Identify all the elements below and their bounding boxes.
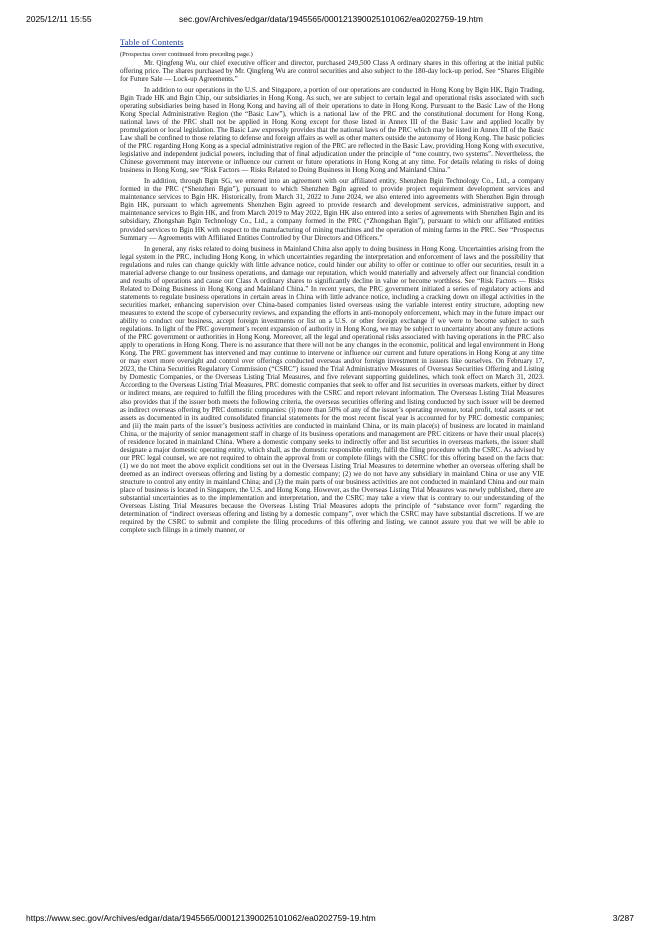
print-datetime: 2025/12/11 15:55: [26, 14, 92, 24]
paragraph-prc-risks: In general, any risks related to doing business in Mainland China also apply to doing business in Hong Kong. Uncertainties arising from the legal system in the PRC, including Hong Kong, in which uncertainties regarding the interpretation and enforcement of laws and the possibility that regulations and rules can change quickly with little advance notice, could hinder our ability to offer or continue to offer our securities, result in a material adverse change to our business operations, and damage our reputation, which would materially and adversely affect our financial condition and results of operations and cause our Class A ordinary shares to significantly decline in value or become worthless. See “Risk Factors — Risks Related to Doing Business in Hong Kong and Mainland China.” In recent years, the PRC government initiated a series of regulatory actions and statements to regulate business operations in certain areas in China with little advance notice, including a cracking down on illegal activities in the securities market, enhancing supervision over China-based companies listed overseas using the variable interest entity structure, adopting new measures to extend the scope of cybersecurity reviews, and expanding the efforts in anti-monopoly enforcement, which may in the future impact our ability to conduct our business, accept foreign investments or list on a U.S. or other foreign exchange if we were to become subject to such regulations. In light of the PRC government’s recent expansion of authority in Hong Kong, we may be subject to uncertainty about any future actions of the PRC government or authorities in Hong Kong. Moreover, all the legal and operational risks associated with having operations in the PRC also apply to operations in Hong Kong. There is no assurance that there will not be any changes in the economic, political and legal environment in Hong Kong. The PRC government has intervened and may continue to intervene or influence our current and future operations in Hong Kong at any time or may exert more oversight and control over offerings conducted overseas and/or foreign investment in issuers like ourselves. On February 17, 2023, the China Securities Regulatory Commission (“CSRC”) issued the Trial Administrative Measures of Overseas Securities Offering and Listing by Domestic Companies, or the Overseas Listing Trial Measures, and five relevant supporting guidelines, which took effect on March 31, 2023. According to the Overseas Listing Trial Measures, PRC domestic companies that seek to offer and list securities in overseas markets, either by direct or indirect means, are required to fulfill the filing procedures with the CSRC and report relevant information. The Overseas Listing Trial Measures also provides that if the issuer both meets the following criteria, the overseas securities offering and listing conducted by such issuer will be deemed as indirect overseas offering by PRC domestic companies: (i) more than 50% of any of the issuer’s operating revenue, total profit, total assets or net assets as documented in its audited consolidated financial statements for the most recent fiscal year is accounted for by PRC domestic companies; and (ii) the main parts of the issuer’s business activities are conducted in mainland China, or its main place(s) of business are located in mainland China, or the majority of senior management staff in charge of its business operations and management are PRC citizens or have their usual place(s) of residence located in mainland China. Where a domestic company seeks to indirectly offer and list securities in overseas markets, the issuer shall designate a major domestic operating entity, which shall, as the domestic responsible entity, fulfil the filing procedure with the CSRC. As advised by our PRC legal counsel, we are not required to obtain the approval from or complete filings with the CSRC for this offering based on the facts that: (1) we do not meet the above explicit conditions set out in the Overseas Listing Trial Measures to determine whether an overseas offering shall be deemed as an indirect overseas offering and listing by a domestic company; (2) we do not have any subsidiary in mainland China or use any VIE structure to control any entity in mainland China; and (3) the main parts of our business activities are not conducted in mainland China and our main place of business is located in Singapore, the U.S. and Hong Kong. However, as the Overseas Listing Trial Measures was newly published, there are substantial uncertainties as to the implementation and interpretation, and the CSRC may take a view that is contrary to our understanding of the Overseas Listing Trial Measures because the Overseas Listing Trial Measures adopts the principle of “substance over form” regarding the determination of “indirect overseas offering and listing by a domestic company”, over which the CSRC may have substantial discretions. If we are required by the CSRC to submit and complete the filing procedures of this offering and listing, we cannot assure you that we will be able to complete such filings in a timely manner, or: [120, 244, 544, 535]
paragraph-director-purchase: Mr. Qingfeng Wu, our chief executive officer and director, purchased 249,500 Class A ordinary shares in this offering at the initial public offering price. The shares purchased by Mr. Qingfeng Wu are control securities and also subject to the 180-day lock-up period. See “Shares Eligible for Future Sale — Lock-up Agreements.”: [120, 58, 544, 83]
print-header-url: sec.gov/Archives/edgar/data/1945565/000121390025101062/ea0202759-19.htm: [179, 14, 483, 24]
paragraph-hong-kong-operations: In addition to our operations in the U.S. and Singapore, a portion of our operations are conducted in Hong Kong by Bgin HK, Bgin Trading, Bgin Trade HK and Bgin Chip, our subsidiaries in Hong Kong. As such, we are subject to certain legal and operational risks associated with such operating subsidiaries being based in Hong Kong and having all of their operations to date in Hong Kong. Pursuant to the Basic Law of the Hong Kong Special Administrative Region (the “Basic Law”), which is a national law of the PRC and the constitutional document for Hong Kong, national laws of the PRC shall not be applied in Hong Kong except for those listed in Annex III of the Basic Law and applied locally by promulgation or local legislation. The Basic Law expressly provides that the national laws of the PRC which may be listed in Annex III of the Basic Law shall be confined to those relating to defense and foreign affairs as well as other matters outside the autonomy of Hong Kong. The basic policies of the PRC regarding Hong Kong as a special administrative region of the PRC are reflected in the Basic Law, providing Hong Kong with executive, legislative and independent judicial powers, including that of final adjudication under the principle of “one country, two systems”. Nevertheless, the Chinese government may intervene or influence our current or future operations in Hong Kong at any time. For details relating to risks of doing business in Hong Kong, see “Risk Factors — Risks Related to Doing Business in Hong Kong and Mainland China.”: [120, 85, 544, 175]
paragraph-affiliated-agreements: In addition, through Bgin SG, we entered into an agreement with our affiliated entity, Shenzhen Bgin Technology Co., Ltd., a company formed in the PRC (“Shenzhen Bgin”), pursuant to which Shenzhen Bgin agreed to provide project requirement development services and maintenance services to Bgin HK. Historically, from March 31, 2022 to June 2024, we also entered into agreements with Shenzhen Bgin through Bgin HK, pursuant to which agreements Shenzhen Bgin agreed to provide research and development services, administrative support, and maintenance services to Bgin HK, and from March 2019 to May 2022, Bgin HK also entered into a series of agreements with Shenzhen Bgin and its subsidiary, Zhongshan Bgin Technology Co., Ltd., a company formed in the PRC (“Zhongshan Bgin”), pursuant to which our affiliated entities provided services to Bgin HK with respect to the manufacturing of mining machines and the operation of mining farms in the PRC. See “Prospectus Summary — Agreements with Affiliated Entities Controlled by Our Directors and Officers.”: [120, 177, 544, 242]
browser-print-header: [0, 14, 662, 26]
continued-note: (Prospectus cover continued from preceding page.): [120, 51, 253, 58]
page-number: 3/287: [612, 913, 634, 923]
document-page: [120, 36, 544, 537]
print-footer-url: https://www.sec.gov/Archives/edgar/data/1945565/000121390025101062/ea0202759-19.htm: [26, 913, 376, 923]
browser-print-footer: [0, 913, 662, 925]
table-of-contents-link[interactable]: Table of Contents: [120, 37, 184, 47]
